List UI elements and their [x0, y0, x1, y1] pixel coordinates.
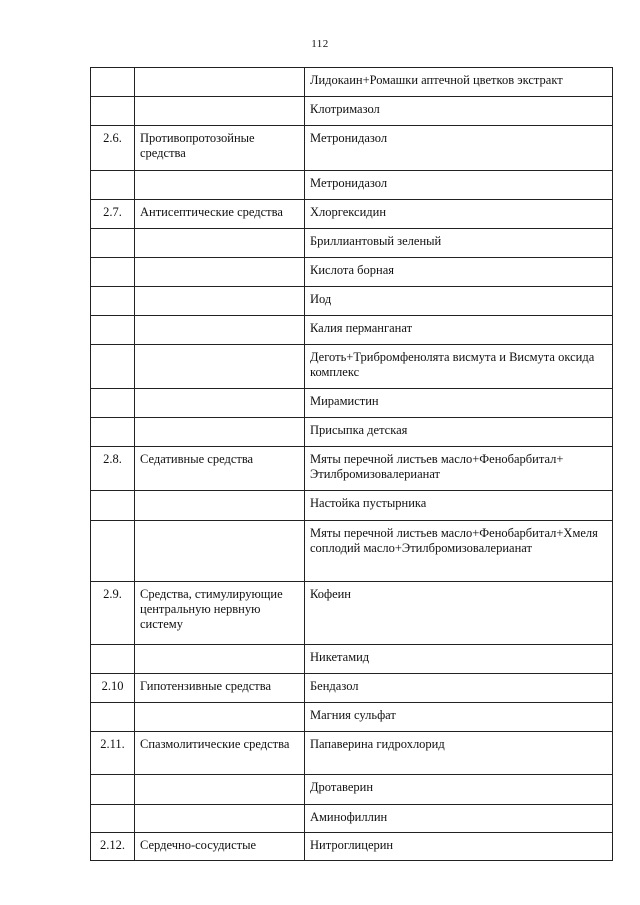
section-number-cell — [91, 389, 135, 418]
table-row — [91, 703, 613, 732]
drug-group-cell: Противопротозойные средства — [135, 126, 305, 171]
drug-group-cell — [135, 805, 305, 833]
table-row — [91, 97, 613, 126]
section-number-cell — [91, 171, 135, 200]
drug-name-cell: Деготь+Трибромфенолята висмута и Висмута оксида комплекс — [305, 345, 613, 389]
section-number-cell — [91, 521, 135, 582]
table-row — [91, 316, 613, 345]
table-row — [91, 732, 613, 775]
section-number-cell: 2.9. — [91, 582, 135, 645]
section-number-cell: 2.11. — [91, 732, 135, 775]
table-row — [91, 171, 613, 200]
drug-group-cell — [135, 171, 305, 200]
section-number-cell — [91, 805, 135, 833]
drug-name-cell: Лидокаин+Ромашки аптечной цветков экстракт — [305, 68, 613, 97]
table-row — [91, 126, 613, 171]
section-number-cell — [91, 258, 135, 287]
drug-name-cell: Кофеин — [305, 582, 613, 645]
section-number-cell: 2.8. — [91, 447, 135, 491]
table-row — [91, 418, 613, 447]
section-number-cell — [91, 287, 135, 316]
table-row — [91, 389, 613, 418]
drug-group-cell — [135, 97, 305, 126]
drug-name-cell: Мяты перечной листьев масло+Фенобарбитал+Хмеля соплодий масло+Этилбромизовалерианат — [305, 521, 613, 582]
table-row — [91, 258, 613, 287]
table-row — [91, 200, 613, 229]
drug-group-cell — [135, 316, 305, 345]
table-row — [91, 582, 613, 645]
section-number-cell — [91, 703, 135, 732]
drug-name-cell: Иод — [305, 287, 613, 316]
drug-name-cell: Кислота борная — [305, 258, 613, 287]
table-row — [91, 833, 613, 861]
drug-name-cell: Метронидазол — [305, 126, 613, 171]
drug-group-cell — [135, 491, 305, 521]
section-number-cell — [91, 345, 135, 389]
drug-name-cell: Дротаверин — [305, 775, 613, 805]
table-row — [91, 447, 613, 491]
table-row — [91, 229, 613, 258]
table-row — [91, 521, 613, 582]
table-row — [91, 68, 613, 97]
drug-group-cell: Средства, стимулирующие центральную нервную систему — [135, 582, 305, 645]
drug-group-cell: Сердечно-сосудистые — [135, 833, 305, 861]
drug-group-cell — [135, 389, 305, 418]
table-row — [91, 674, 613, 703]
drug-name-cell: Аминофиллин — [305, 805, 613, 833]
table-row — [91, 345, 613, 389]
drug-name-cell: Клотримазол — [305, 97, 613, 126]
drug-group-cell — [135, 775, 305, 805]
drug-group-cell — [135, 258, 305, 287]
table-row — [91, 775, 613, 805]
drug-group-cell — [135, 418, 305, 447]
section-number-cell — [91, 68, 135, 97]
drug-group-cell — [135, 229, 305, 258]
table-row — [91, 805, 613, 833]
drug-group-cell: Седативные средства — [135, 447, 305, 491]
drug-group-cell — [135, 521, 305, 582]
drug-group-cell: Спазмолитические средства — [135, 732, 305, 775]
drug-name-cell: Мирамистин — [305, 389, 613, 418]
drug-name-cell: Бендазол — [305, 674, 613, 703]
drug-group-cell: Гипотензивные средства — [135, 674, 305, 703]
drug-name-cell: Бриллиантовый зеленый — [305, 229, 613, 258]
section-number-cell — [91, 775, 135, 805]
drug-name-cell: Мяты перечной листьев масло+Фенобарбитал+ Этилбромизовалерианат — [305, 447, 613, 491]
drug-group-cell — [135, 68, 305, 97]
section-number-cell: 2.12. — [91, 833, 135, 861]
drug-name-cell: Калия перманганат — [305, 316, 613, 345]
section-number-cell — [91, 229, 135, 258]
drug-group-cell: Антисептические средства — [135, 200, 305, 229]
drug-group-cell — [135, 645, 305, 674]
page-number: 112 — [311, 38, 329, 50]
section-number-cell: 2.10 — [91, 674, 135, 703]
section-number-cell: 2.7. — [91, 200, 135, 229]
drug-name-cell: Магния сульфат — [305, 703, 613, 732]
drug-name-cell: Нитроглицерин — [305, 833, 613, 861]
drug-group-cell — [135, 287, 305, 316]
drug-name-cell: Настойка пустырника — [305, 491, 613, 521]
table-row — [91, 491, 613, 521]
section-number-cell — [91, 645, 135, 674]
drug-name-cell: Никетамид — [305, 645, 613, 674]
drug-group-cell — [135, 703, 305, 732]
drug-name-cell: Папаверина гидрохлорид — [305, 732, 613, 775]
drug-name-cell: Хлоргексидин — [305, 200, 613, 229]
table-row — [91, 645, 613, 674]
section-number-cell — [91, 491, 135, 521]
section-number-cell — [91, 418, 135, 447]
drug-group-cell — [135, 345, 305, 389]
section-number-cell: 2.6. — [91, 126, 135, 171]
drug-name-cell: Присыпка детская — [305, 418, 613, 447]
table-row — [91, 287, 613, 316]
drug-list-table — [90, 67, 613, 861]
section-number-cell — [91, 316, 135, 345]
drug-name-cell: Метронидазол — [305, 171, 613, 200]
section-number-cell — [91, 97, 135, 126]
